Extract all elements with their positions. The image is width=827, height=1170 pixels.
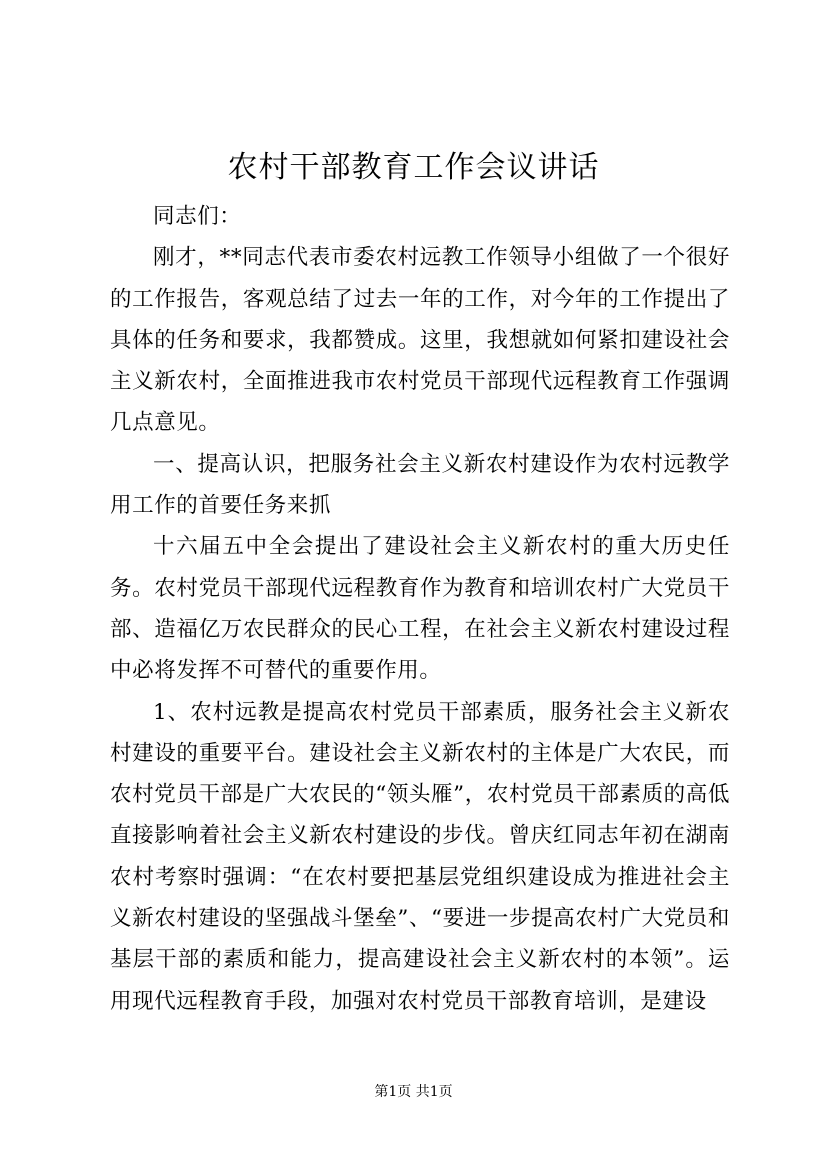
document-body [110,196,730,1022]
body-paragraph: 1、农村远教是提高农村党员干部素质，服务社会主义新农村建设的重要平台。建设社会主义新农村的主体是广大农民，而农村党员干部是广大农民的“领头雁”，农村党员干部素质的高低直接影响着社会主义新农村建设的步伐。曾庆红同志年初在湖南农村考察时强调：“在农村要把基层党组织建设成为推进社会主义新农村建设的坚强战斗堡垒”、“要进一步提高农村广大党员和基层干部的素质和能力，提高建设社会主义新农村的本领”。运用现代远程教育手段，加强对农村党员干部教育培训，是建设 [110,699,730,1014]
section-heading-paragraph: 一、提高认识，把服务社会主义新农村建设作为农村远教学用工作的首要任务来抓 [110,451,730,519]
page-footer: 第1页 共1页 [374,1084,453,1100]
document-title: 农村干部教育工作会议讲话 [227,150,600,185]
body-paragraph: 十六届五中全会提出了建设社会主义新农村的重大历史任务。农村党员干部现代远程教育作为教育和培训农村广大党员干部、造福亿万农民群众的民心工程，在社会主义新农村建设过程中必将发挥不可替代的重要作用。 [110,534,730,684]
intro-paragraph: 刚才，**同志代表市委农村远教工作领导小组做了一个很好的工作报告，客观总结了过去一年的工作，对今年的工作提出了具体的任务和要求，我都赞成。这里，我想就如何紧扣建设社会主义新农村，全面推进我市农村党员干部现代远程教育工作强调几点意见。 [110,245,730,436]
salutation-paragraph: 同志们： [153,204,242,229]
